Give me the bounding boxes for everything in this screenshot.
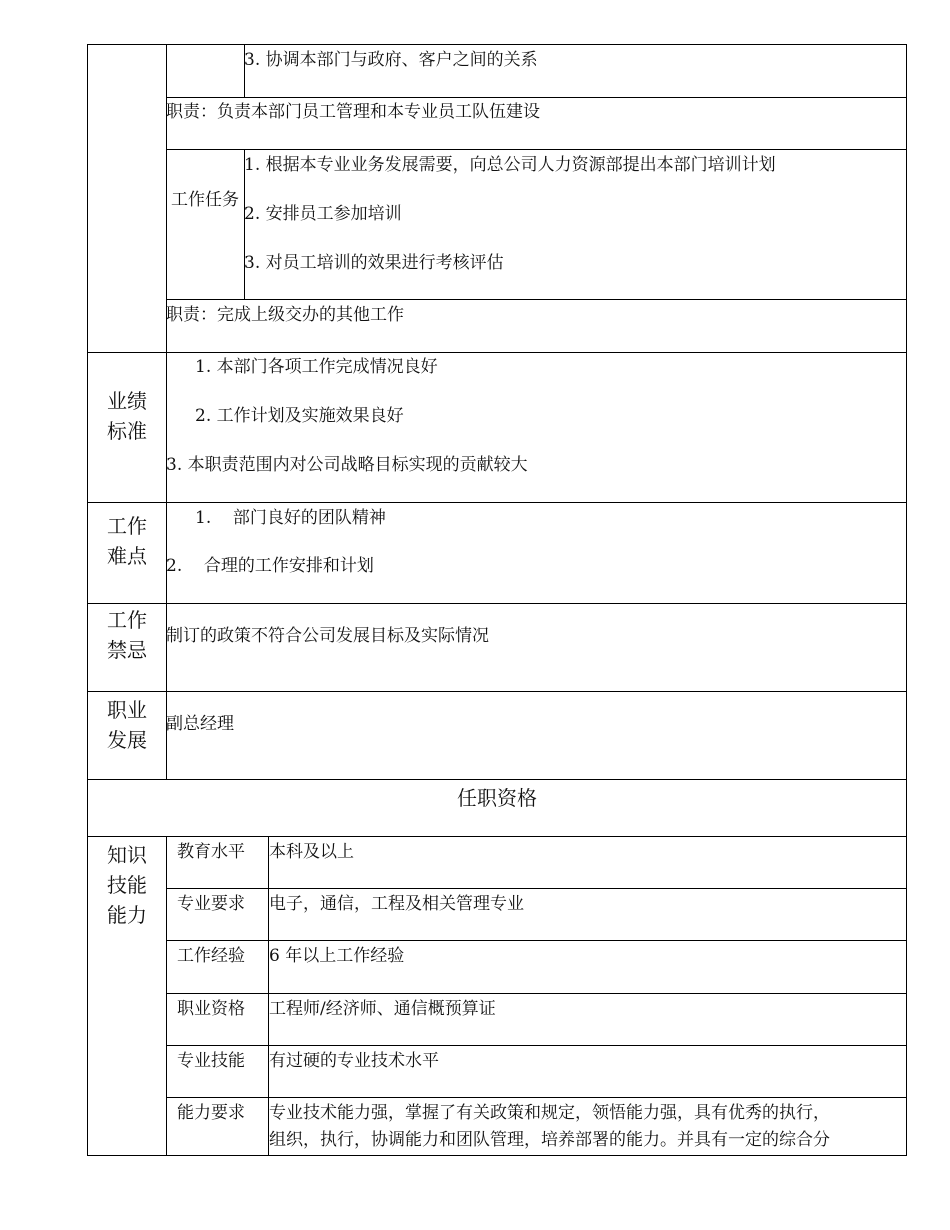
row-divider	[87, 352, 907, 353]
row-divider	[166, 299, 907, 300]
row-divider	[87, 691, 907, 692]
duty-statement: 职责：完成上级交办的其他工作	[166, 305, 404, 325]
qualification-title: 任职资格	[457, 786, 537, 810]
qual-value-education: 本科及以上	[269, 842, 354, 862]
taboo-text: 制订的政策不符合公司发展目标及实际情况	[166, 626, 489, 646]
career-text: 副总经理	[166, 714, 234, 734]
difficulty-item: 1. 部门良好的团队精神	[195, 508, 386, 528]
task-item: 1. 根据本专业业务发展需要，向总公司人力资源部提出本部门培训计划	[244, 155, 776, 175]
qual-label-certification: 职业资格	[177, 999, 245, 1019]
performance-item: 2. 工作计划及实施效果良好	[195, 406, 404, 426]
difficulty-item: 2. 合理的工作安排和计划	[166, 556, 374, 576]
qual-value-major: 电子，通信，工程及相关管理专业	[269, 894, 524, 914]
row-divider	[166, 1045, 907, 1046]
qual-label-experience: 工作经验	[177, 946, 245, 966]
qual-label-ability: 能力要求	[177, 1103, 245, 1123]
row-divider	[166, 993, 907, 994]
row-divider	[166, 97, 907, 98]
qual-value-ability: 专业技术能力强，掌握了有关政策和规定，领悟能力强，具有优秀的执行，	[269, 1103, 830, 1123]
performance-item: 3. 本职责范围内对公司战略目标实现的贡献较大	[166, 455, 528, 475]
qual-value-experience: 6 年以上工作经验	[269, 946, 405, 966]
qual-label-major: 专业要求	[177, 894, 245, 914]
task-label: 工作任务	[171, 190, 239, 210]
row-divider	[87, 779, 907, 780]
qual-value-skills: 有过硬的专业技术水平	[269, 1051, 439, 1071]
career-label: 职业发展	[107, 698, 147, 752]
row-divider	[87, 502, 907, 503]
qual-value-ability-cont: 组织，执行，协调能力和团队管理，培养部署的能力。并具有一定的综合分	[269, 1130, 830, 1150]
task-item: 2. 安排员工参加培训	[244, 204, 402, 224]
row-divider	[87, 836, 907, 837]
qual-value-certification: 工程师/经济师、通信概预算证	[269, 999, 496, 1019]
performance-label: 业绩标准	[107, 389, 147, 443]
task-item: 3. 协调本部门与政府、客户之间的关系	[244, 50, 538, 70]
performance-item: 1. 本部门各项工作完成情况良好	[195, 357, 438, 377]
column-divider	[166, 836, 167, 1156]
duty-statement: 职责：负责本部门员工管理和本专业员工队伍建设	[166, 102, 540, 122]
table-border-right	[906, 44, 907, 1156]
qual-label-skills: 专业技能	[177, 1051, 245, 1071]
row-divider	[166, 888, 907, 889]
skills-group-label: 知识技能能力	[107, 843, 147, 927]
row-divider	[166, 940, 907, 941]
row-divider	[166, 149, 907, 150]
table-border-bottom	[87, 1155, 907, 1156]
difficulty-label: 工作难点	[107, 514, 147, 568]
task-item: 3. 对员工培训的效果进行考核评估	[244, 253, 504, 273]
row-divider	[166, 1097, 907, 1098]
table-border-left	[87, 44, 88, 1156]
qual-label-education: 教育水平	[177, 842, 245, 862]
taboo-label: 工作禁忌	[107, 608, 147, 662]
table-border-top	[87, 44, 907, 45]
row-divider	[87, 603, 907, 604]
column-divider	[166, 44, 167, 780]
